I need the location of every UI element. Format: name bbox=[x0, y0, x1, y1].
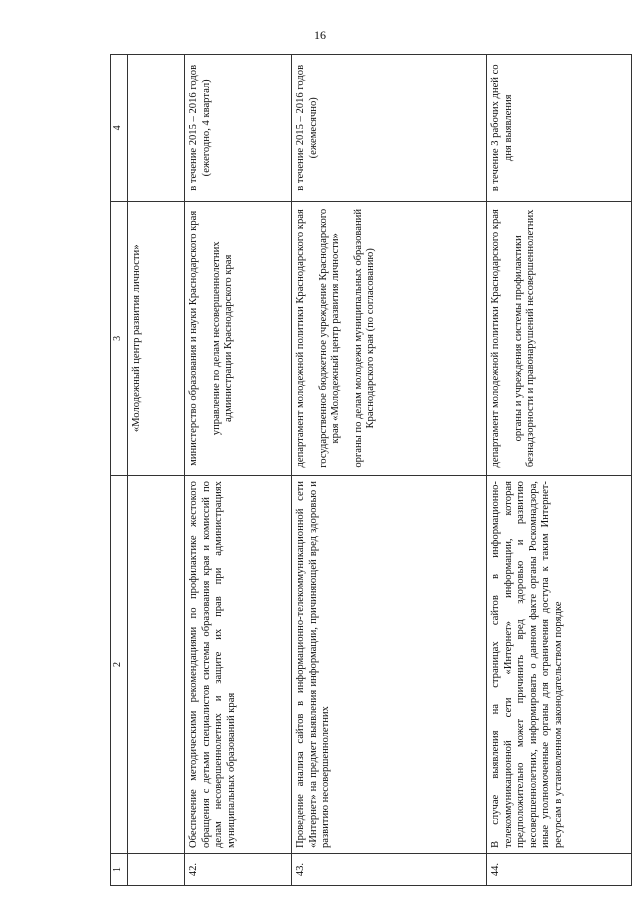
measures-table bbox=[110, 54, 632, 886]
executor-org: органы и учреждения системы профилактики безнадзорности и правонарушений несовершеннолетних bbox=[512, 209, 536, 468]
table-row bbox=[185, 55, 292, 886]
carry-deadline-cell bbox=[128, 55, 185, 202]
carry-description-cell bbox=[128, 476, 185, 854]
carry-num-cell bbox=[128, 854, 185, 886]
row-executors bbox=[292, 201, 487, 475]
table-row bbox=[292, 55, 487, 886]
table-container bbox=[110, 54, 612, 886]
column-number-row bbox=[111, 55, 128, 886]
row-deadline: в течение 2015 – 2016 годов (ежемесячно) bbox=[292, 55, 487, 202]
row-deadline: в течение 2015 – 2016 годов (ежегодно, 4 квартал) bbox=[185, 55, 292, 202]
column-number-2: 2 bbox=[111, 476, 128, 854]
executor-org: органы по делам молодежи муниципальных образований Краснодарского края (по согласованию) bbox=[352, 208, 376, 468]
row-description: Обеспечение методическими рекомендациями по профилактике жестокого обращения с детьми специалистов системы образования края и комиссий по делам несовершеннолетних и защите их прав при администрациях муниципальных образований края bbox=[185, 476, 292, 854]
table-row bbox=[487, 55, 632, 886]
column-number-1: 1 bbox=[111, 854, 128, 886]
carry-over-row bbox=[128, 55, 185, 886]
page-number: 16 bbox=[314, 28, 326, 42]
row-description: В случае выявления на страницах сайтов в информационно-телекоммуникационной сети «Интернет» информации, которая предположительно может причинить вред здоровью и развитию несовершеннолетних, информировать о данном факте органы Роскомнадзора, иные уполномоченные органы для ограничения доступа к таким Интернет-ресурсам в установленном законодательством порядке bbox=[487, 476, 632, 854]
executor-org: государственное бюджетное учреждение Краснодарского края «Молодежный центр развития личности» bbox=[317, 208, 341, 468]
executor-org: управление по делам несовершеннолетних администрации Краснодарского края bbox=[210, 241, 234, 436]
row-description: Проведение анализа сайтов в информационно-телекоммуникационной сети «Интернет» на предмет выявления информации, причиняющей вред здоровью и развитию несовершеннолетних bbox=[292, 476, 487, 854]
rotated-table-frame bbox=[110, 54, 612, 886]
column-number-4: 4 bbox=[111, 55, 128, 202]
row-deadline: в течение 3 рабочих дней со дня выявления bbox=[487, 55, 632, 202]
row-executors bbox=[185, 201, 292, 475]
row-number: 42. bbox=[185, 854, 292, 886]
executor-org: министерство образования и науки Краснодарского края bbox=[188, 210, 199, 466]
row-executors bbox=[487, 201, 632, 475]
carry-executors-cell: «Молодежный центр развития личности» bbox=[128, 201, 185, 475]
row-number: 43. bbox=[292, 854, 487, 886]
executor-org: департамент молодежной политики Краснодарского края bbox=[490, 209, 501, 468]
row-number: 44. bbox=[487, 854, 632, 886]
column-number-3: 3 bbox=[111, 201, 128, 475]
executor-org: департамент молодежной политики Краснодарского края bbox=[295, 209, 306, 468]
